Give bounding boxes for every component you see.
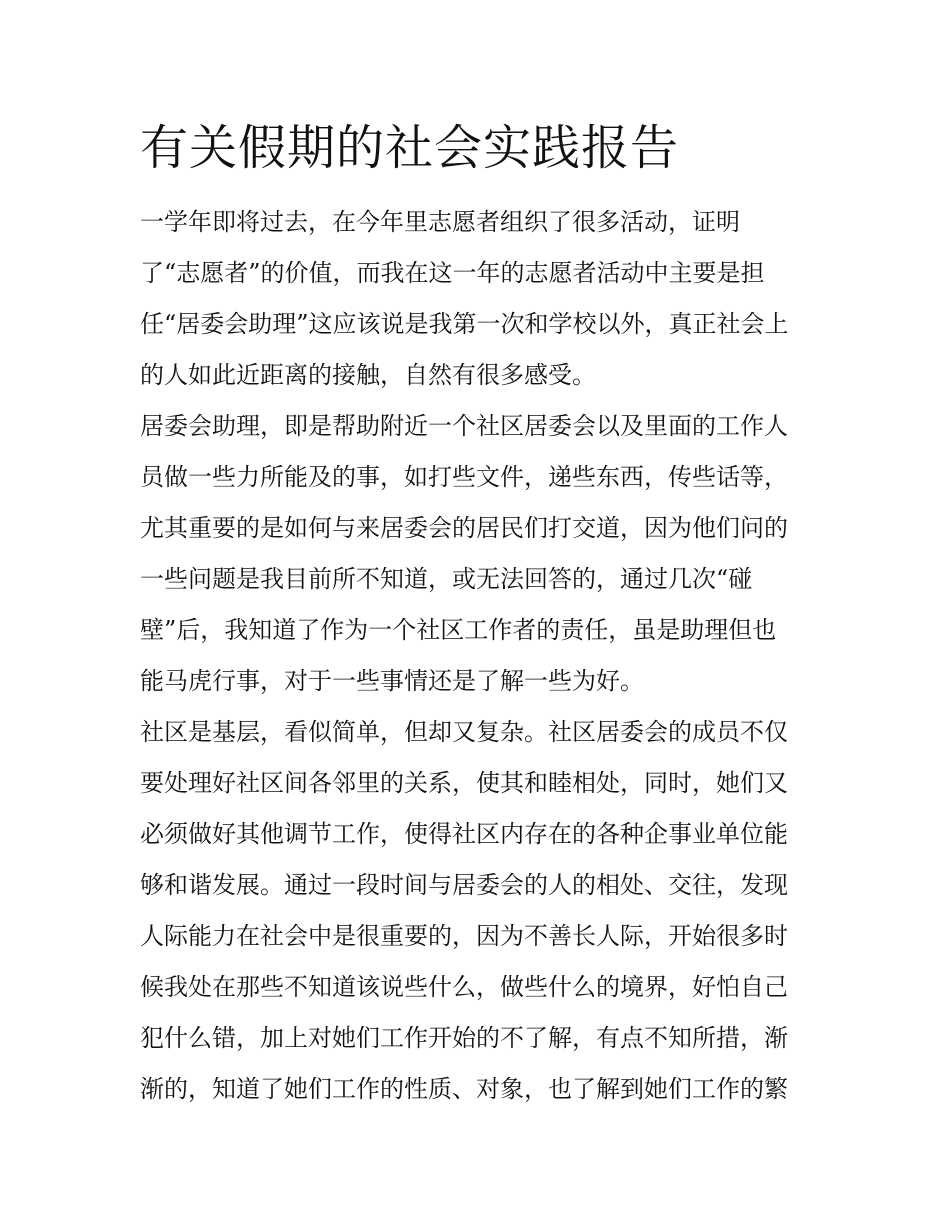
text-line: 社区是基层，看似简单，但却又复杂。社区居委会的成员不仅 xyxy=(140,718,788,746)
text-line: 候我处在那些不知道该说些什么，做些什么的境界，好怕自己 xyxy=(140,973,788,1001)
document-body xyxy=(140,197,820,1115)
text-line: 的人如此近距离的接触，自然有很多感受。 xyxy=(140,361,596,389)
text-line: 任“居委会助理”这应该说是我第一次和学校以外，真正社会上 xyxy=(140,310,789,338)
text-line: 要处理好社区间各邻里的关系，使其和睦相处，同时，她们又 xyxy=(140,769,788,797)
text-line: 人际能力在社会中是很重要的，因为不善长人际，开始很多时 xyxy=(140,922,788,950)
text-line: 员做一些力所能及的事，如打些文件，递些东西，传些话等， xyxy=(140,463,788,491)
text-line: 居委会助理，即是帮助附近一个社区居委会以及里面的工作人 xyxy=(140,412,788,440)
text-line: 壁”后，我知道了作为一个社区工作者的责任，虽是助理但也 xyxy=(140,616,777,644)
text-line: 了“志愿者”的价值，而我在这一年的志愿者活动中主要是担 xyxy=(140,259,765,287)
text-line: 必须做好其他调节工作，使得社区内存在的各种企事业单位能 xyxy=(140,820,788,848)
text-line: 能马虎行事，对于一些事情还是了解一些为好。 xyxy=(140,667,644,695)
document-title: 有关假期的社会实践报告 xyxy=(140,120,680,176)
text-line: 渐的，知道了她们工作的性质、对象，也了解到她们工作的繁 xyxy=(140,1075,788,1103)
text-line: 一些问题是我目前所不知道，或无法回答的，通过几次“碰 xyxy=(140,565,753,593)
text-line: 尤其重要的是如何与来居委会的居民们打交道，因为他们问的 xyxy=(140,514,788,542)
text-line: 够和谐发展。通过一段时间与居委会的人的相处、交往，发现 xyxy=(140,871,788,899)
text-line: 一学年即将过去，在今年里志愿者组织了很多活动，证明 xyxy=(140,208,740,236)
text-line: 犯什么错，加上对她们工作开始的不了解，有点不知所措，渐 xyxy=(140,1024,788,1052)
